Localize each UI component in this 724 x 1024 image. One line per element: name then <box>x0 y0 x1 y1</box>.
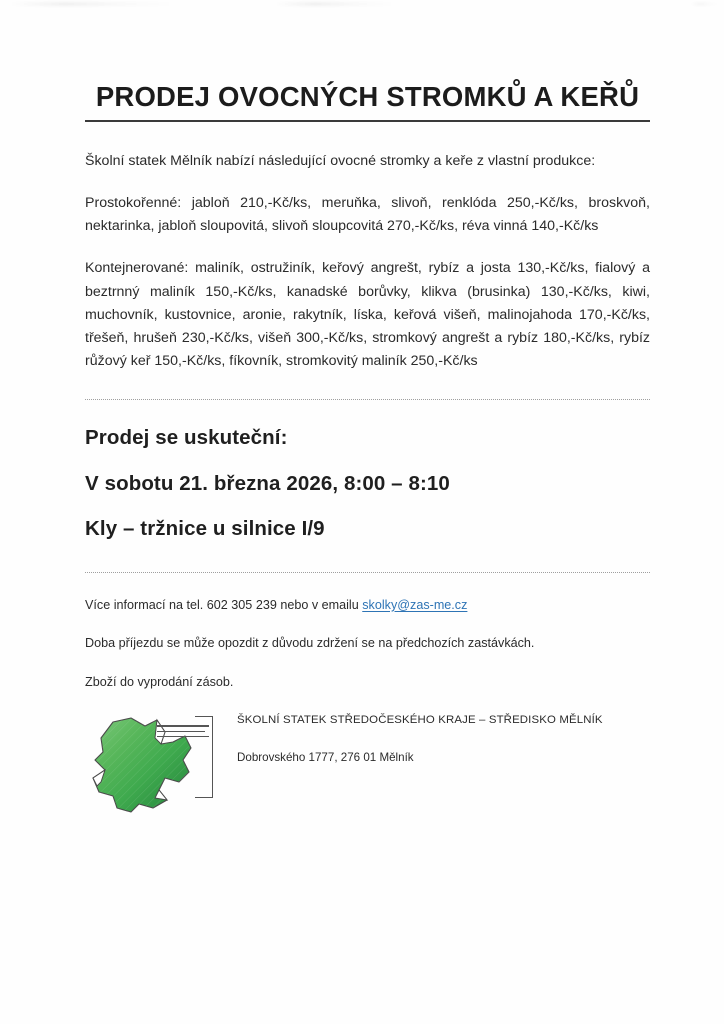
document-content <box>85 0 650 828</box>
page-title: PRODEJ OVOCNÝCH STROMKŮ A KEŘŮ <box>95 81 640 112</box>
containerized-paragraph: Kontejnerované: maliník, ostružiník, keřový angrešt, rybíz a josta 130,-Kč/ks, fialový a beztrnný maliník 150,-Kč/ks, kanadské borůvky, klikva (brusinka) 130,-Kč/ks, kiwi, muchovník, kustovnice, aronie, rakytník, líska, keřová višeň, malinojahoda 170,-Kč/ks, třešeň, hrušeň 230,-Kč/ks, višeň 300,-Kč/ks, stromkový angrešt a rybíz 180,-Kč/ks, rybíz růžový keř 150,-Kč/ks, fíkovník, stromkovitý maliník 250,-Kč/ks <box>85 260 650 369</box>
intro-paragraph: Školní statek Mělník nabízí následující ovocné stromky a keře z vlastní produkce: <box>85 152 596 169</box>
identity-block <box>85 692 650 828</box>
logo-frame-lines <box>157 725 209 741</box>
identity-text-block <box>237 714 647 764</box>
logo-frame-bracket <box>195 716 213 798</box>
event-details <box>85 400 650 542</box>
email-link[interactable]: skolky@zas-me.cz <box>362 597 468 612</box>
event-heading: Prodej se uskuteční: <box>85 426 288 450</box>
delay-note: Doba příjezdu se může opozdit z důvodu zdržení se na předchozích zastávkách. <box>85 636 535 651</box>
event-location: Kly – tržnice u silnice I/9 <box>85 517 325 541</box>
separator-top <box>85 399 650 400</box>
contact-note-text: Více informací na tel. 602 305 239 nebo v emailu <box>85 597 363 612</box>
bare-root-paragraph: Prostokořenné: jabloň 210,-Kč/ks, meruňka, slivoň, renklóda 250,-Kč/ks, broskvoň, nektarinka, jabloň sloupovitá, slivoň sloupcovitá 270,-Kč/ks, réva vinná 140,-Kč/ks <box>85 195 650 235</box>
organization-address: Dobrovského 1777, 276 01 Mělník <box>237 751 414 765</box>
scan-artifact <box>690 2 720 6</box>
event-datetime: V sobotu 21. března 2026, 8:00 – 8:10 <box>85 471 450 495</box>
separator-bottom <box>85 572 650 573</box>
stock-note: Zboží do vyprodání zásob. <box>85 674 234 689</box>
organization-name: ŠKOLNÍ STATEK STŘEDOČESKÉHO KRAJE – STŘEDISKO MĚLNÍK <box>237 714 603 727</box>
contact-note <box>85 573 650 616</box>
